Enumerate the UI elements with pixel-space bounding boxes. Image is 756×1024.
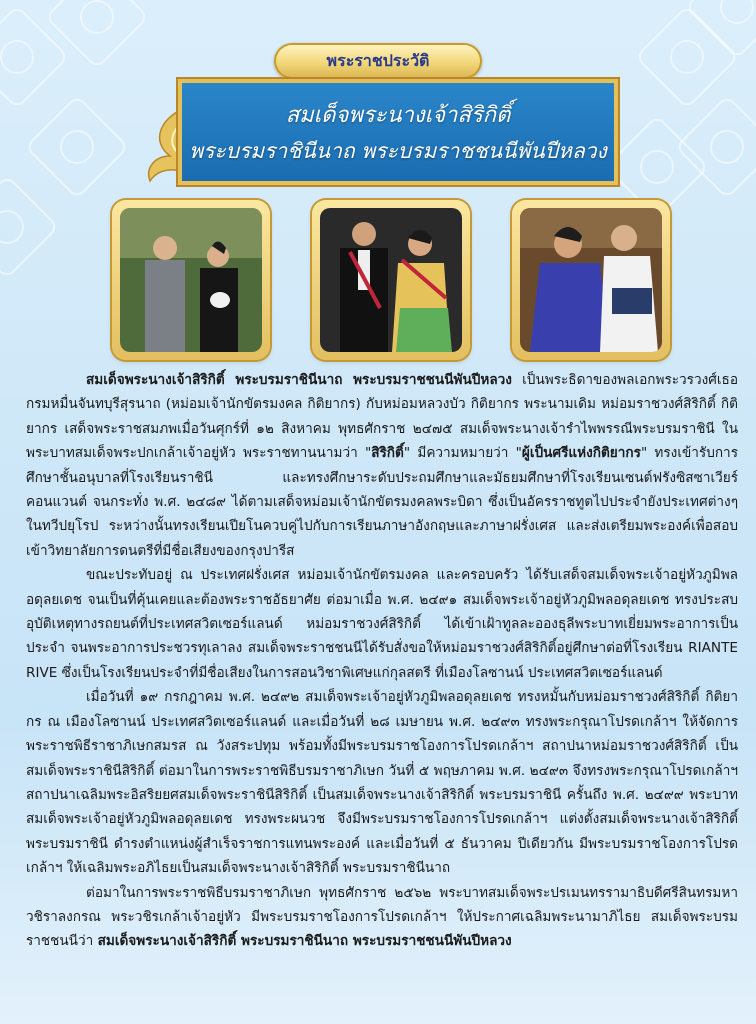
couple-portrait-photo: [120, 208, 262, 352]
section-label-text: พระราชประวัติ: [326, 50, 430, 70]
p1-text-c: " ทรงเข้ารับการศึกษาชั้นอนุบาลที่โรงเรียนราชินี และทรงศึกษาระดับประถมศึกษาและมัธยมศึกษาที่โรงเรียนเซนต์ฟรังซิสซาเวียร์ คอนแวนต์ จนกระทั่ง พ.ศ. ๒๔๘๙ ได้ตามเสด็จหม่อมเจ้านักขัตรมงคลพระบิดา ซึ่งเป็นอัครราชทูตไปประจำยังประเทศต่างๆในทวีปยุโรป ระหว่างนั้นทรงเรียนเปียโนควบคู่ไปกับการเรียนภาษาอังกฤษและภาษาฝรั่งเศส และส่งเตรียมพระองค์เพื่อสอบเข้าวิทยาลัยการดนตรีที่มีชื่อเสียงของกรุงปารีส: [26, 445, 738, 559]
title-line-1: สมเด็จพระนางเจ้าสิริกิติ์: [285, 103, 511, 128]
full-title-bold: สมเด็จพระนางเจ้าสิริกิติ์ พระบรมราชินีนาถ พระบรมราชชนนีพันปีหลวง: [97, 933, 512, 950]
paragraph-1: [26, 368, 738, 563]
formal-portrait-photo: [320, 208, 462, 352]
later-portrait-photo: [520, 208, 662, 352]
p1-text-b: " มีความหมายว่า ": [403, 445, 522, 462]
name-sirikit-bold: สิริกิติ์: [371, 445, 404, 462]
name-bold: สมเด็จพระนางเจ้าสิริกิติ์ พระบรมราชินีนาถ พระบรมราชชนนีพันปีหลวง: [86, 372, 512, 388]
section-label: [274, 43, 482, 79]
p1-text-a: เป็นพระธิดาของพลเอกพระวรวงศ์เธอ กรมหมื่นจันทบุรีสุรนาถ (หม่อมเจ้านักขัตรมงคล กิติยากร) กับหม่อมหลวงบัว กิติยากร พระนามเดิม หม่อมราชวงศ์สิริกิติ์ กิติยากร เสด็จพระราชสมภพเมื่อวันศุกร์ที่ ๑๒ สิงหาคม พุทธศักราช ๒๔๗๕ สมเด็จพระนางเจ้ารำไพพรรณีพระบรมราชินี ในพระบาทสมเด็จพระปกเกล้าเจ้าอยู่หัว พระราชทานนามว่า ": [26, 372, 738, 462]
article-body: [26, 368, 738, 954]
p4-text-a: ต่อมาในการพระราชพิธีบรมราชาภิเษก พุทธศักราช ๒๕๖๒ พระบาทสมเด็จพระปรเมนทรรามาธิบดีศรีสินทรมหาวชิราลงกรณ พระวชิรเกล้าเจ้าอยู่หัว มีพระบรมราชโองการโปรดเกล้าฯ ให้ประกาศเฉลิมพระนามาภิไธย สมเด็จพระบรมราชชนนีว่า: [26, 884, 738, 950]
photo-frame-2: [312, 200, 470, 360]
photo-frame-1: [112, 200, 270, 360]
paragraph-2: ขณะประทับอยู่ ณ ประเทศฝรั่งเศส หม่อมเจ้านักขัตรมงคล และครอบครัว ได้รับเสด็จสมเด็จพระเจ้าอยู่หัวภูมิพลอดุลยเดช จนเป็นที่คุ้นเคยและต้องพระราชอัธยาศัย ต่อมาเมื่อ พ.ศ. ๒๔๙๑ สมเด็จพระเจ้าอยู่หัวภูมิพลอดุลยเดช ทรงประสบอุบัติเหตุทางรถยนต์ที่ประเทศสวิตเซอร์แลนด์ หม่อมราชวงศ์สิริกิติ์ ได้เข้าเฝ้าทูลละอองธุลีพระบาทเยี่ยมพระอาการเป็นประจำ จนพระอาการประชวรทุเลาลง สมเด็จพระราชชนนีได้รับสั่งขอให้หม่อมราชวงศ์สิริกิติ์อยู่ศึกษาต่อที่โรงเรียน RIANTE RIVE ซึ่งเป็นโรงเรียนประจำที่มีชื่อเสียงในการสอนวิชาพิเศษแก่กุลสตรี ที่เมืองโลซานน์ ประเทศสวิตเซอร์แลนด์: [26, 567, 738, 681]
title-line-2: พระบรมราชินีนาถ พระบรมราชชนนีพันปีหลวง: [189, 139, 607, 163]
paragraph-3: เมื่อวันที่ ๑๙ กรกฎาคม พ.ศ. ๒๔๙๒ สมเด็จพระเจ้าอยู่หัวภูมิพลอดุลยเดช ทรงหมั้นกับหม่อมราชวงศ์สิริกิติ์ กิติยากร ณ เมืองโลซานน์ ประเทศสวิตเซอร์แลนด์ และเมื่อวันที่ ๒๘ เมษายน พ.ศ. ๒๔๙๓ ทรงพระกรุณาโปรดเกล้าฯ ให้จัดการพระราชพิธีราชาภิเษกสมรส ณ วังสระปทุม พร้อมทั้งมีพระบรมราชโองการโปรดเกล้าฯ สถาปนาหม่อมราชวงศ์สิริกิติ์ เป็นสมเด็จพระราชินีสิริกิติ์ ต่อมาในการพระราชพิธีบรมราชาภิเษก วันที่ ๕ พฤษภาคม พ.ศ. ๒๔๙๓ จึงทรงพระกรุณาโปรดเกล้าฯ สถาปนาเฉลิมพระอิสริยยศสมเด็จพระราชินีสิริกิติ์ เป็นสมเด็จพระนางเจ้าสิริกิติ์ พระบรมราชินี ครั้นถึง พ.ศ. ๒๔๙๙ พระบาทสมเด็จพระเจ้าอยู่หัวภูมิพลอดุลยเดช ทรงพระผนวช จึงมีพระบรมราชโองการโปรดเกล้าฯ แต่งตั้งสมเด็จพระนางเจ้าสิริกิติ์ พระบรมราชินี ดำรงตำแหน่งผู้สำเร็จราชการแทนพระองค์ และเมื่อวันที่ ๕ ธันวาคม ปีเดียวกัน มีพระบรมราชโองการโปรดเกล้าฯ ให้เฉลิมพระอภิไธยเป็นสมเด็จพระนางเจ้าสิริกิติ์ พระบรมราชินีนาถ: [26, 689, 738, 877]
paragraph-4: [26, 881, 738, 954]
photo-frame-3: [512, 200, 670, 360]
title-banner: [178, 79, 618, 185]
meaning-bold: ผู้เป็นศรีแห่งกิติยากร: [521, 445, 641, 462]
